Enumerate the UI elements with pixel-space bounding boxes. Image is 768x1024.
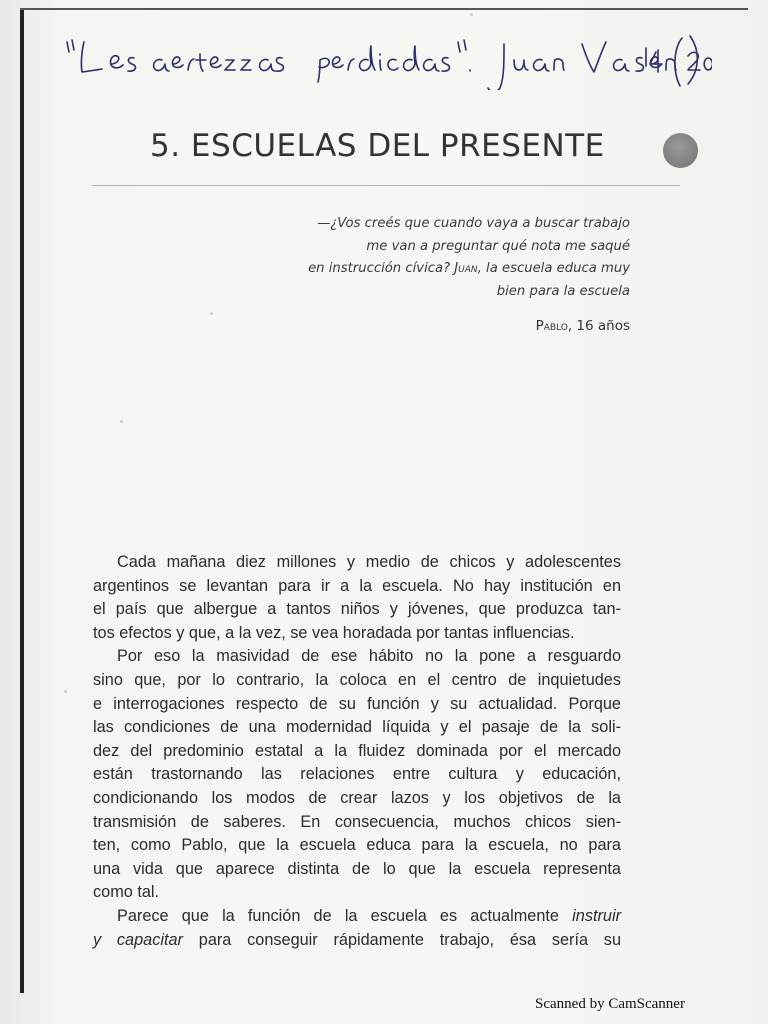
epigraph-addressee: Juan <box>454 261 478 276</box>
page-top-edge <box>20 8 748 10</box>
body-line: las condiciones de una modernidad líquida y el pasaje de la soli- <box>93 718 621 737</box>
title-divider <box>92 185 680 186</box>
page-left-edge <box>20 8 24 993</box>
chapter-bullet-icon <box>663 133 698 168</box>
body-text <box>93 551 621 952</box>
chapter-title: 5. ESCUELAS DEL PRESENTE <box>150 128 605 164</box>
body-line: el país que albergue a tantos niños y jóvenes, que produzca tan- <box>93 600 621 619</box>
body-line: como tal. <box>93 883 160 902</box>
epigraph-fragment: en instrucción cívica? <box>308 261 451 276</box>
body-line: condicionando los modos de crear lazos y los objetivos de la <box>93 788 621 807</box>
attribution-age: , 16 años <box>567 318 630 334</box>
handwritten-year <box>640 30 710 90</box>
body-line <box>93 905 621 929</box>
epigraph-line: —¿Vos creés que cuando vaya a buscar trabajo <box>317 216 630 231</box>
scanner-stamp: Scanned by CamScanner <box>535 996 685 1012</box>
body-line: e interrogaciones respecto de su función y su actualidad. Porque <box>93 694 621 713</box>
body-line <box>93 929 621 953</box>
epigraph-fragment: , la escuela educa muy <box>477 261 630 276</box>
handwritten-note <box>62 30 712 90</box>
body-line: Cada mañana diez millones y medio de chicos y adolescentes <box>117 553 621 571</box>
body-line: Por eso la masividad de ese hábito no la pone a resguardo <box>117 647 621 666</box>
body-line: están trastornando las relaciones entre cultura y educación, <box>93 765 621 784</box>
body-line: transmisión de saberes. En consecuencia, muchos chicos sien- <box>93 812 621 831</box>
body-line: una vida que aparece distinta de lo que la escuela representa <box>93 859 621 878</box>
epigraph-line: bien para la escuela <box>496 283 630 299</box>
epigraph-line: me van a preguntar qué nota me saqué <box>366 238 630 254</box>
body-line: dez del predominio estatal a la fluidez dominada por el mercado <box>93 741 621 760</box>
body-emphasis: instruir <box>572 906 622 925</box>
body-emphasis: y capacitar <box>93 930 183 949</box>
body-line: ten, como Pablo, que la escuela educa para la escuela, no para <box>93 836 621 855</box>
body-line: argentinos se levantan para ir a la escuela. No hay institución en <box>93 576 621 595</box>
body-line: sino que, por lo contrario, la coloca en el centro de inquietudes <box>93 670 621 689</box>
epigraph-line <box>250 258 630 281</box>
epigraph-attribution <box>400 318 630 334</box>
body-fragment: para conseguir rápidamente trabajo, ésa sería su <box>198 930 622 949</box>
attribution-name: Pablo <box>535 318 568 334</box>
body-fragment: Parece que la función de la escuela es actualmente <box>117 906 559 925</box>
epigraph <box>250 213 630 303</box>
body-line: tos efectos y que, a la vez, se vea horadada por tantas influencias. <box>93 623 575 642</box>
